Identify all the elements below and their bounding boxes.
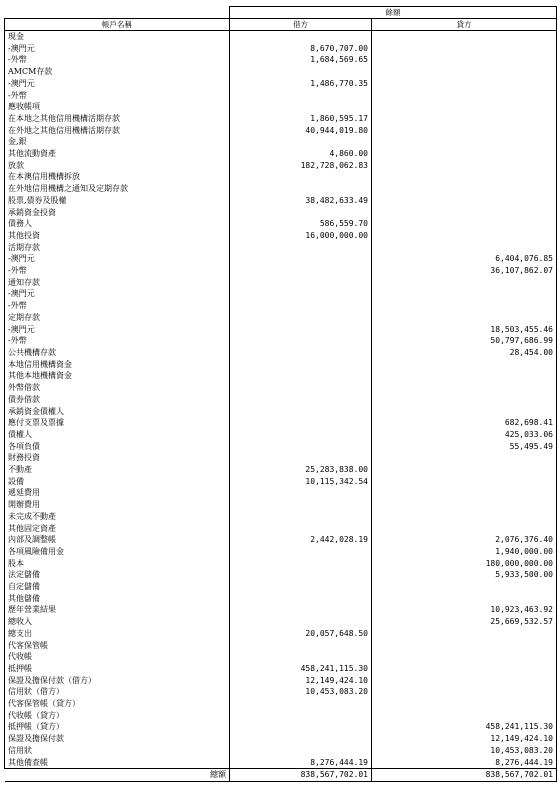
credit-cell: 12,149,424.10 (372, 733, 557, 745)
account-name-cell: 通知存款 (5, 277, 230, 289)
table-row (5, 125, 557, 137)
table-row (5, 394, 557, 406)
credit-cell (372, 581, 557, 593)
debit-cell (230, 429, 372, 441)
total-credit: 838,567,702.01 (372, 769, 557, 782)
credit-cell: 2,076,376.40 (372, 534, 557, 546)
credit-cell: 8,276,444.19 (372, 757, 557, 769)
table-row (5, 686, 557, 698)
credit-cell (372, 640, 557, 652)
debit-cell (230, 640, 372, 652)
credit-cell (372, 394, 557, 406)
debit-cell (230, 651, 372, 663)
account-name-cell: 股票,債券及股權 (5, 195, 230, 207)
account-name-cell: 金,銀 (5, 136, 230, 148)
table-row (5, 628, 557, 640)
credit-cell (372, 382, 557, 394)
account-name-cell: 其他儲備 (5, 593, 230, 605)
account-name-cell: 不動產 (5, 464, 230, 476)
header-row-top (5, 7, 557, 19)
total-debit: 838,567,702.01 (230, 769, 372, 782)
account-name-cell: 抵押帳 (5, 663, 230, 675)
debit-cell (230, 604, 372, 616)
table-row (5, 78, 557, 90)
credit-cell (372, 183, 557, 195)
table-row (5, 382, 557, 394)
debit-cell (230, 698, 372, 710)
debit-cell: 12,149,424.10 (230, 675, 372, 687)
debit-cell: 1,860,595.17 (230, 113, 372, 125)
header-blank (5, 7, 230, 19)
table-row (5, 523, 557, 535)
table-row (5, 546, 557, 558)
debit-cell (230, 499, 372, 511)
account-name-cell: -澳門元 (5, 324, 230, 336)
debit-cell (230, 335, 372, 347)
account-name-cell: 其他備查帳 (5, 757, 230, 769)
header-debit: 借方 (230, 19, 372, 31)
debit-cell: 4,860.00 (230, 148, 372, 160)
table-row (5, 183, 557, 195)
table-row (5, 441, 557, 453)
account-name-cell: 信用狀 (5, 745, 230, 757)
table-row (5, 499, 557, 511)
account-name-cell: 其他本地機構資金 (5, 370, 230, 382)
account-name-cell: 設備 (5, 476, 230, 488)
account-name-cell: 其他投資 (5, 230, 230, 242)
table-row (5, 148, 557, 160)
debit-cell (230, 171, 372, 183)
account-name-cell: 保證及擔保付款（借方） (5, 675, 230, 687)
account-name-cell: 總支出 (5, 628, 230, 640)
account-name-cell: 總收入 (5, 616, 230, 628)
account-name-cell: 在本地之其他信用機構活期存款 (5, 113, 230, 125)
credit-cell (372, 464, 557, 476)
debit-cell: 10,115,342.54 (230, 476, 372, 488)
table-row (5, 43, 557, 55)
debit-cell: 8,276,444.19 (230, 757, 372, 769)
credit-cell: 180,000,000.00 (372, 558, 557, 570)
total-label: 總額 (5, 769, 230, 782)
debit-cell (230, 593, 372, 605)
account-name-cell: 法定儲備 (5, 569, 230, 581)
credit-cell (372, 499, 557, 511)
credit-cell (372, 230, 557, 242)
table-row (5, 406, 557, 418)
table-row (5, 616, 557, 628)
table-body (5, 31, 557, 769)
table-row (5, 288, 557, 300)
table-row (5, 66, 557, 78)
credit-cell (372, 359, 557, 371)
account-name-cell: 放款 (5, 160, 230, 172)
debit-cell: 182,728,062.83 (230, 160, 372, 172)
credit-cell (372, 476, 557, 488)
account-name-cell: 財務投資 (5, 452, 230, 464)
account-name-cell: 債券借款 (5, 394, 230, 406)
account-name-cell: 其他流動資產 (5, 148, 230, 160)
table-row (5, 242, 557, 254)
credit-cell (372, 242, 557, 254)
debit-cell (230, 370, 372, 382)
credit-cell (372, 593, 557, 605)
credit-cell (372, 370, 557, 382)
account-name-cell: 歷年營業結果 (5, 604, 230, 616)
account-name-cell: 在外地信用機構之通知及定期存款 (5, 183, 230, 195)
table-row (5, 90, 557, 102)
table-row (5, 324, 557, 336)
debit-cell (230, 288, 372, 300)
debit-cell (230, 523, 372, 535)
debit-cell (230, 581, 372, 593)
account-name-cell: 代客保管帳 (5, 640, 230, 652)
balance-sheet (4, 6, 556, 782)
account-name-cell: 其他固定資產 (5, 523, 230, 535)
debit-cell (230, 417, 372, 429)
credit-cell (372, 31, 557, 43)
table-row (5, 370, 557, 382)
table-row (5, 558, 557, 570)
account-name-cell: 各項負債 (5, 441, 230, 453)
debit-cell (230, 253, 372, 265)
credit-cell (372, 710, 557, 722)
credit-cell (372, 171, 557, 183)
table-row (5, 464, 557, 476)
credit-cell (372, 698, 557, 710)
account-name-cell: 遞延費用 (5, 487, 230, 499)
header-row (5, 19, 557, 31)
account-name-cell: 內部及調整帳 (5, 534, 230, 546)
credit-cell: 682,698.41 (372, 417, 557, 429)
credit-cell: 50,797,686.99 (372, 335, 557, 347)
table-row (5, 101, 557, 113)
credit-cell (372, 511, 557, 523)
debit-cell (230, 511, 372, 523)
credit-cell (372, 628, 557, 640)
debit-cell (230, 101, 372, 113)
table-row (5, 230, 557, 242)
credit-cell (372, 675, 557, 687)
table-row (5, 207, 557, 219)
account-name-cell: 開辦費用 (5, 499, 230, 511)
debit-cell (230, 441, 372, 453)
credit-cell: 6,404,076.85 (372, 253, 557, 265)
account-name-cell: 定期存款 (5, 312, 230, 324)
debit-cell (230, 207, 372, 219)
debit-cell (230, 569, 372, 581)
total-row (5, 769, 557, 782)
table-row (5, 733, 557, 745)
debit-cell (230, 733, 372, 745)
account-name-cell: 各項風險備用金 (5, 546, 230, 558)
debit-cell (230, 242, 372, 254)
debit-cell: 16,000,000.00 (230, 230, 372, 242)
table-row (5, 417, 557, 429)
credit-cell (372, 651, 557, 663)
table-row (5, 113, 557, 125)
table-row (5, 675, 557, 687)
debit-cell: 1,486,770.35 (230, 78, 372, 90)
credit-cell (372, 288, 557, 300)
credit-cell: 55,495.49 (372, 441, 557, 453)
credit-cell: 10,923,463.92 (372, 604, 557, 616)
debit-cell: 10,453,083.20 (230, 686, 372, 698)
credit-cell (372, 406, 557, 418)
credit-cell: 425,033.06 (372, 429, 557, 441)
credit-cell (372, 663, 557, 675)
credit-cell: 28,454.00 (372, 347, 557, 359)
credit-cell (372, 66, 557, 78)
credit-cell (372, 487, 557, 499)
account-name-cell: 在本澳信用機構拆放 (5, 171, 230, 183)
debit-cell (230, 382, 372, 394)
debit-cell (230, 31, 372, 43)
credit-cell (372, 686, 557, 698)
table-row (5, 721, 557, 733)
debit-cell: 25,283,838.00 (230, 464, 372, 476)
account-name-cell: 承銷資金債權人 (5, 406, 230, 418)
account-name-cell: 代收帳 (5, 651, 230, 663)
debit-cell: 586,559.70 (230, 218, 372, 230)
account-name-cell: 債務人 (5, 218, 230, 230)
debit-cell (230, 324, 372, 336)
debit-cell: 20,057,648.50 (230, 628, 372, 640)
credit-cell (372, 312, 557, 324)
header-balance: 餘額 (230, 7, 557, 19)
table-row (5, 136, 557, 148)
account-name-cell: -澳門元 (5, 253, 230, 265)
debit-cell: 40,944,019.80 (230, 125, 372, 137)
credit-cell: 18,503,455.46 (372, 324, 557, 336)
credit-cell (372, 90, 557, 102)
table-row (5, 745, 557, 757)
account-name-cell: 承銷資金投資 (5, 207, 230, 219)
debit-cell (230, 710, 372, 722)
account-name-cell: -外幣 (5, 90, 230, 102)
table-row (5, 31, 557, 43)
account-name-cell: 外幣借款 (5, 382, 230, 394)
debit-cell: 38,482,633.49 (230, 195, 372, 207)
debit-cell (230, 136, 372, 148)
table-row (5, 698, 557, 710)
table-row (5, 265, 557, 277)
table-row (5, 569, 557, 581)
credit-cell: 10,453,083.20 (372, 745, 557, 757)
table-row (5, 359, 557, 371)
credit-cell (372, 452, 557, 464)
account-name-cell: 公共機構存款 (5, 347, 230, 359)
table-row (5, 312, 557, 324)
credit-cell (372, 160, 557, 172)
table-row (5, 511, 557, 523)
debit-cell (230, 66, 372, 78)
header-account-name: 帳戶名稱 (5, 19, 230, 31)
debit-cell (230, 265, 372, 277)
table-row (5, 253, 557, 265)
account-name-cell: 本地信用機構資金 (5, 359, 230, 371)
table-row (5, 335, 557, 347)
credit-cell (372, 43, 557, 55)
debit-cell (230, 452, 372, 464)
table-row (5, 487, 557, 499)
debit-cell (230, 183, 372, 195)
debit-cell (230, 406, 372, 418)
credit-cell (372, 218, 557, 230)
debit-cell: 8,670,707.00 (230, 43, 372, 55)
debit-cell: 458,241,115.30 (230, 663, 372, 675)
debit-cell (230, 347, 372, 359)
account-name-cell: 現金 (5, 31, 230, 43)
table-row (5, 300, 557, 312)
table-row (5, 218, 557, 230)
table-row (5, 604, 557, 616)
credit-cell (372, 207, 557, 219)
debit-cell (230, 616, 372, 628)
account-name-cell: -澳門元 (5, 288, 230, 300)
account-name-cell: 活期存款 (5, 242, 230, 254)
debit-cell (230, 721, 372, 733)
debit-cell: 1,684,569.65 (230, 54, 372, 66)
debit-cell (230, 300, 372, 312)
credit-cell (372, 101, 557, 113)
credit-cell: 25,669,532.57 (372, 616, 557, 628)
header-credit: 貸方 (372, 19, 557, 31)
account-name-cell: -澳門元 (5, 43, 230, 55)
debit-cell (230, 558, 372, 570)
account-name-cell: 應付支票及票據 (5, 417, 230, 429)
table-row (5, 54, 557, 66)
credit-cell (372, 78, 557, 90)
debit-cell: 2,442,028.19 (230, 534, 372, 546)
table-row (5, 710, 557, 722)
credit-cell (372, 148, 557, 160)
credit-cell: 36,107,862.07 (372, 265, 557, 277)
debit-cell (230, 487, 372, 499)
table-row (5, 593, 557, 605)
credit-cell (372, 136, 557, 148)
account-name-cell: 未完成不動產 (5, 511, 230, 523)
credit-cell (372, 277, 557, 289)
credit-cell (372, 195, 557, 207)
table-row (5, 429, 557, 441)
debit-cell (230, 90, 372, 102)
credit-cell: 5,933,500.00 (372, 569, 557, 581)
account-name-cell: -澳門元 (5, 78, 230, 90)
account-name-cell: -外幣 (5, 300, 230, 312)
account-name-cell: 抵押帳（貸方） (5, 721, 230, 733)
credit-cell (372, 113, 557, 125)
credit-cell: 1,940,000.00 (372, 546, 557, 558)
table-row (5, 757, 557, 769)
account-name-cell: 代客保管帳（貸方） (5, 698, 230, 710)
table-row (5, 452, 557, 464)
account-name-cell: -外幣 (5, 265, 230, 277)
table-row (5, 534, 557, 546)
account-name-cell: -外幣 (5, 335, 230, 347)
table-row (5, 663, 557, 675)
debit-cell (230, 394, 372, 406)
account-name-cell: 債權人 (5, 429, 230, 441)
table-row (5, 347, 557, 359)
table-row (5, 195, 557, 207)
table-row (5, 581, 557, 593)
debit-cell (230, 359, 372, 371)
table-row (5, 171, 557, 183)
credit-cell (372, 54, 557, 66)
account-name-cell: 自定儲備 (5, 581, 230, 593)
account-name-cell: AMCM存款 (5, 66, 230, 78)
account-name-cell: 股本 (5, 558, 230, 570)
credit-cell (372, 523, 557, 535)
account-name-cell: 在外地之其他信用機構活期存款 (5, 125, 230, 137)
credit-cell (372, 125, 557, 137)
table-row (5, 277, 557, 289)
account-name-cell: 保證及擔保付款 (5, 733, 230, 745)
table-row (5, 640, 557, 652)
debit-cell (230, 546, 372, 558)
account-name-cell: 信用狀（借方） (5, 686, 230, 698)
account-name-cell: 應收帳項 (5, 101, 230, 113)
table-row (5, 476, 557, 488)
account-name-cell: 代收帳（貸方） (5, 710, 230, 722)
debit-cell (230, 277, 372, 289)
credit-cell: 458,241,115.30 (372, 721, 557, 733)
table-row (5, 651, 557, 663)
credit-cell (372, 300, 557, 312)
account-name-cell: -外幣 (5, 54, 230, 66)
debit-cell (230, 745, 372, 757)
trial-balance-table (4, 6, 557, 782)
debit-cell (230, 312, 372, 324)
table-row (5, 160, 557, 172)
